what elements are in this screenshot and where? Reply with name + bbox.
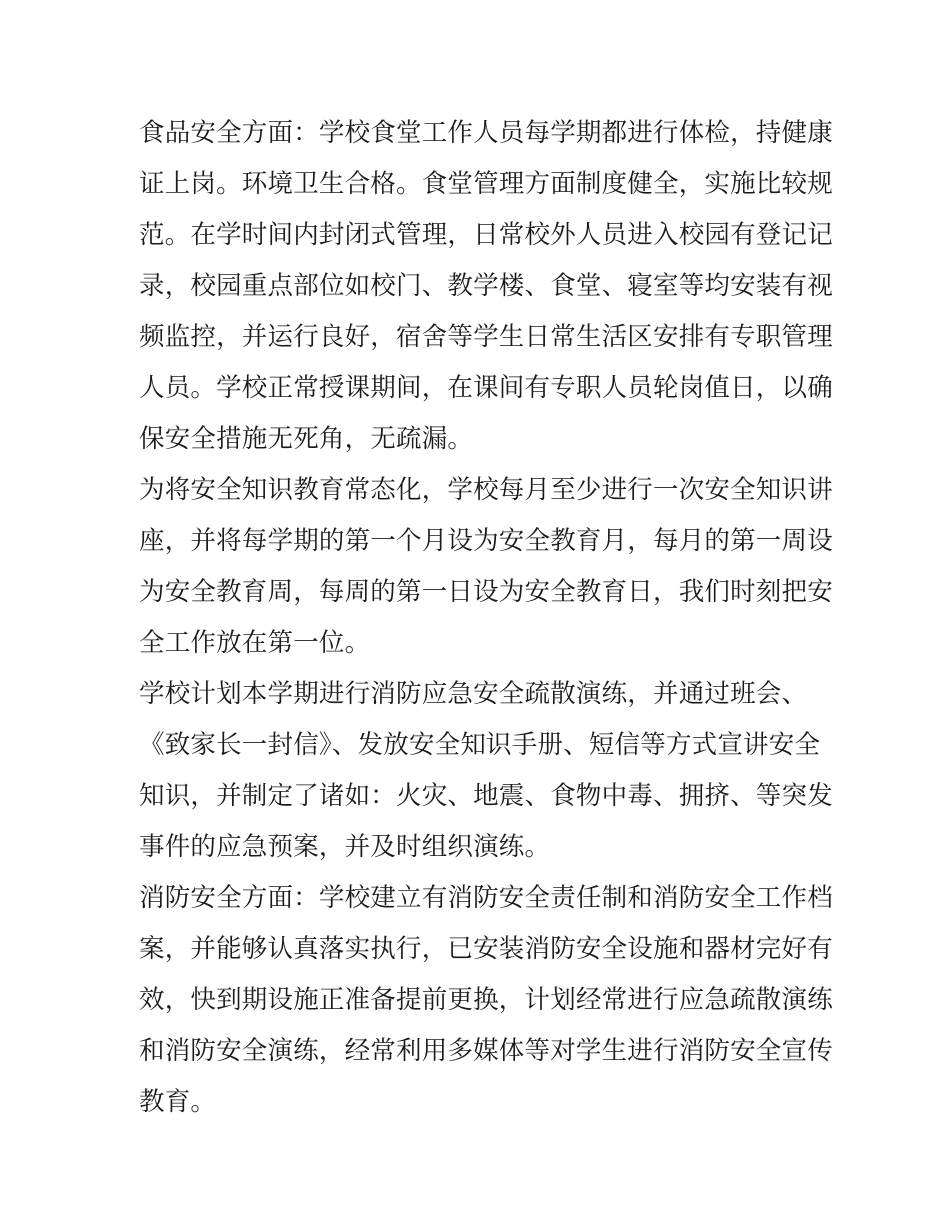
text-line: 人员。学校正常授课期间，在课间有专职人员轮岗值日，以确 — [139, 373, 833, 403]
text-line: 事件的应急预案，并及时组织演练。 — [139, 832, 551, 862]
text-line: 范。在学时间内封闭式管理，日常校外人员进入校园有登记记 — [139, 220, 833, 250]
text-line: 为将安全知识教育常态化，学校每月至少进行一次安全知识讲 — [139, 475, 833, 505]
text-line: 教育。 — [139, 1087, 217, 1117]
paragraph-evacuation-drill — [139, 669, 833, 873]
text-line: 和消防安全演练，经常利用多媒体等对学生进行消防安全宣传 — [139, 1036, 833, 1066]
text-line: 食品安全方面：学校食堂工作人员每学期都进行体检，持健康 — [139, 118, 833, 148]
text-line: 证上岗。环境卫生合格。食堂管理方面制度健全，实施比较规 — [139, 169, 833, 199]
text-line: 座，并将每学期的第一个月设为安全教育月，每月的第一周设 — [139, 526, 833, 556]
text-line: 学校计划本学期进行消防应急安全疏散演练，并通过班会、 — [139, 679, 808, 709]
text-line: 全工作放在第一位。 — [139, 628, 371, 658]
text-line: 保安全措施无死角，无疏漏。 — [139, 424, 474, 454]
text-line: 频监控，并运行良好，宿舍等学生日常生活区安排有专职管理 — [139, 322, 833, 352]
text-line: 录，校园重点部位如校门、教学楼、食堂、寝室等均安装有视 — [139, 271, 833, 301]
paragraph-fire-safety — [139, 873, 833, 1128]
document-body — [139, 108, 833, 1128]
text-line: 为安全教育周，每周的第一日设为安全教育日，我们时刻把安 — [139, 577, 833, 607]
text-line: 案，并能够认真落实执行，已安装消防安全设施和器材完好有 — [139, 934, 833, 964]
paragraph-safety-education — [139, 465, 833, 669]
text-line: 知识，并制定了诸如：火灾、地震、食物中毒、拥挤、等突发 — [139, 781, 833, 811]
text-line: 消防安全方面：学校建立有消防安全责任制和消防安全工作档 — [139, 883, 833, 913]
text-line: 效，快到期设施正准备提前更换，计划经常进行应急疏散演练 — [139, 985, 833, 1015]
text-line: 《致家长一封信》、发放安全知识手册、短信等方式宣讲安全 — [139, 730, 821, 760]
paragraph-food-safety — [139, 108, 833, 465]
